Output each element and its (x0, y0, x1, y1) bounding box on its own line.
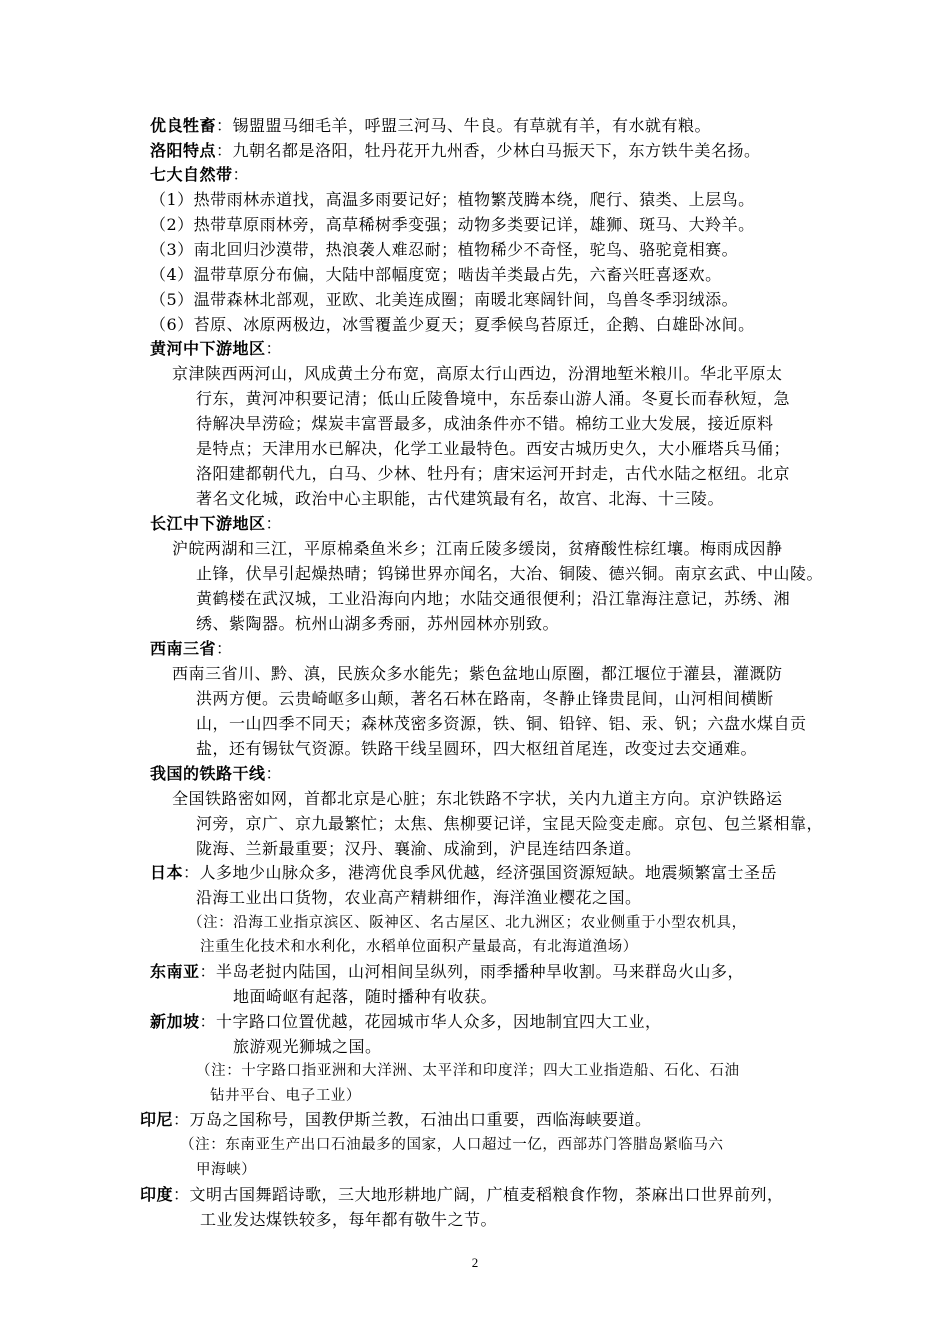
line-text: 甲海峡） (196, 1162, 257, 1178)
line-text: （4）温带草原分布偏，大陆中部幅度宽；啮齿羊类最占先，六畜兴旺喜逐欢。 (150, 265, 722, 284)
line-text: 全国铁路密如网，首都北京是心脏；东北铁路不字状，关内九道主方向。京沪铁路运 (172, 789, 783, 808)
line-31 (196, 885, 642, 911)
heading: 西南三省 (150, 639, 217, 658)
heading: 东南亚 (150, 962, 200, 981)
line-40 (140, 1107, 652, 1133)
line-text: 洪两方便。云贵崎岖多山颠，著名石林在路南，冬静止锋贵昆间，山河相间横断 (196, 689, 774, 708)
line-0 (150, 113, 711, 139)
line-text: 陇海、兰新最重要；汉丹、襄渝、成渝到，沪昆连结四条道。 (196, 839, 642, 858)
line-8 (150, 312, 755, 338)
line-19 (196, 586, 790, 612)
line-30 (150, 860, 777, 886)
line-text: 河旁，京广、京九最繁忙；太焦、焦柳要记详，宝昆天险变走廊。京包、包兰紧相靠， (196, 814, 824, 833)
line-text: ：锡盟盟马细毛羊，呼盟三河马、牛良。有草就有羊，有水就有粮。 (216, 116, 712, 135)
line-29 (196, 836, 642, 862)
line-text: ：半岛老挝内陆国，山河相间呈纵列，雨季播种旱收割。马来群岛火山多， (199, 962, 745, 981)
line-text: 京津陕西两河山，风成黄土分布宽，高原太行山西边，汾渭地堑米粮川。华北平原太 (172, 364, 783, 383)
line-22 (172, 661, 783, 687)
line-16 (150, 511, 282, 537)
line-text: ： (265, 764, 283, 783)
line-18 (196, 561, 823, 587)
line-9 (150, 336, 282, 362)
heading: 长江中下游地区 (150, 514, 266, 533)
line-text: 盐，还有锡钛气资源。铁路干线呈圆环，四大枢纽首尾连，改变过去交通难。 (196, 739, 758, 758)
line-text: （3）南北回归沙漠带，热浪袭人难忍耐；植物稀少不奇怪，驼鸟、骆驼竟相赛。 (150, 240, 739, 259)
line-1 (150, 138, 761, 164)
line-32 (188, 910, 747, 936)
line-2 (150, 162, 249, 188)
line-28 (196, 811, 823, 837)
heading: 七大自然带 (150, 165, 233, 184)
line-42 (196, 1157, 256, 1183)
line-27 (172, 786, 783, 812)
line-39 (210, 1083, 361, 1109)
line-text: 著名文化城，政治中心主职能，古代建筑最有名，故宫、北海、十三陵。 (196, 489, 725, 508)
line-text: ：万岛之国称号，国教伊斯兰教，石油出口重要，西临海峡要道。 (173, 1110, 652, 1129)
line-3 (150, 187, 755, 213)
line-text: ： (265, 514, 283, 533)
line-text: ： (265, 339, 283, 358)
line-44 (200, 1207, 497, 1233)
line-17 (172, 536, 783, 562)
heading: 印尼 (140, 1110, 174, 1129)
heading: 优良牲畜 (150, 116, 217, 135)
line-text: ：文明古国舞蹈诗歌，三大地形耕地广阔，广植麦稻粮食作物，茶麻出口世界前列， (173, 1185, 784, 1204)
line-text: 山，一山四季不同天；森林茂密多资源，铁、铜、铅锌、铝、汞、钒；六盘水煤自贡 (196, 714, 807, 733)
line-20 (196, 611, 559, 637)
line-5 (150, 237, 738, 263)
line-23 (196, 686, 774, 712)
line-text: （1）热带雨林赤道找，高温多雨要记好；植物繁茂腾本绕，爬行、猿类、上层鸟。 (150, 190, 755, 209)
line-text: 注重生化技术和水利化，水稻单位面积产量最高，有北海道渔场） (200, 939, 638, 955)
line-text: ：九朝名都是洛阳，牡丹花开九州香，少林白马振天下，东方铁牛美名扬。 (216, 141, 761, 160)
page-number: 2 (471, 1255, 479, 1270)
line-15 (196, 486, 724, 512)
line-text: 待解决旱涝硷；煤炭丰富晋最多，成油条件亦不错。棉纺工业大发展，接近原料 (196, 414, 774, 433)
line-text: ： (216, 639, 233, 658)
line-text: 绣、紫陶器。杭州山湖多秀丽，苏州园林亦别致。 (196, 614, 560, 633)
line-text: （5）温带森林北部观，亚欧、北美连成圈；南暖北寒阔针间，鸟兽冬季羽绒添。 (150, 290, 739, 309)
line-4 (150, 212, 755, 238)
line-text: ： (232, 165, 250, 184)
line-11 (196, 386, 790, 412)
heading: 洛阳特点 (150, 141, 217, 160)
line-text: 旅游观光狮城之国。 (233, 1037, 382, 1056)
line-7 (150, 287, 738, 313)
heading: 日本 (150, 863, 184, 882)
line-12 (196, 411, 774, 437)
line-text: 止锋，伏旱引起燥热晴；钨锑世界亦闻名，大冶、铜陵、德兴铜。南京玄武、中山陵。 (196, 564, 824, 583)
line-text: 黄鹤楼在武汉城，工业沿海向内地；水陆交通很便利；沿江靠海注意记，苏绣、湘 (196, 589, 791, 608)
line-38 (196, 1058, 740, 1084)
line-10 (172, 361, 783, 387)
line-24 (196, 711, 807, 737)
line-text: 地面崎岖有起落，随时播种有收获。 (233, 987, 498, 1006)
line-14 (196, 461, 790, 487)
line-text: 沪皖两湖和三江，平原棉桑鱼米乡；江南丘陵多缓岗，贫瘠酸性棕红壤。梅雨成因静 (172, 539, 783, 558)
line-21 (150, 636, 233, 662)
line-text: 洛阳建都朝代九，白马、少林、牡丹有；唐宋运河开封走，古代水陆之枢纽。北京 (196, 464, 791, 483)
line-43 (140, 1182, 784, 1208)
line-36 (150, 1009, 662, 1035)
line-text: 钻井平台、电子工业） (210, 1088, 361, 1104)
line-text: （注：沿海工业指京滨区、阪神区、名古屋区、北九洲区；农业侧重于小型农机具， (188, 915, 747, 931)
line-text: 西南三省川、黔、滇，民族众多水能先；紫色盆地山原圈，都江堰位于灌县，灌溉防 (172, 664, 783, 683)
line-33 (200, 934, 638, 960)
heading: 印度 (140, 1185, 174, 1204)
heading: 黄河中下游地区 (150, 339, 266, 358)
line-text: 沿海工业出口货物，农业高产精耕细作，海洋渔业樱花之国。 (196, 888, 642, 907)
line-6 (150, 262, 722, 288)
line-34 (150, 959, 744, 985)
line-text: （注：东南亚生产出口石油最多的国家，人口超过一亿，西部苏门答腊岛紧临马六 (180, 1137, 724, 1153)
line-text: ：人多地少山脉众多，港湾优良季风优越，经济强国资源短缺。地震频繁富士圣岳 (183, 863, 778, 882)
line-26 (150, 761, 282, 787)
line-text: 工业发达煤铁较多，每年都有敬牛之节。 (200, 1210, 498, 1229)
line-text: （6）苔原、冰原两极边，冰雪覆盖少夏天；夏季候鸟苔原迁，企鹅、白雄卧冰间。 (150, 315, 755, 334)
line-41 (180, 1132, 724, 1158)
line-text: 是特点；天津用水已解决，化学工业最特色。西安古城历史久，大小雁塔兵马俑； (196, 439, 791, 458)
line-35 (233, 984, 497, 1010)
line-text: （2）热带草原雨林旁，高草稀树季变强；动物多类要记详，雄狮、斑马、大羚羊。 (150, 215, 755, 234)
line-13 (196, 436, 790, 462)
line-37 (233, 1034, 382, 1060)
line-text: ：十字路口位置优越，花园城市华人众多，因地制宜四大工业， (199, 1012, 662, 1031)
heading: 我国的铁路干线 (150, 764, 266, 783)
line-25 (196, 736, 757, 762)
heading: 新加坡 (150, 1012, 200, 1031)
line-text: 行东，黄河冲积要记清；低山丘陵鲁境中，东岳泰山游人涌。冬夏长而春秋短，急 (196, 389, 791, 408)
line-text: （注：十字路口指亚洲和大洋洲、太平洋和印度洋；四大工业指造船、石化、石油 (196, 1063, 740, 1079)
